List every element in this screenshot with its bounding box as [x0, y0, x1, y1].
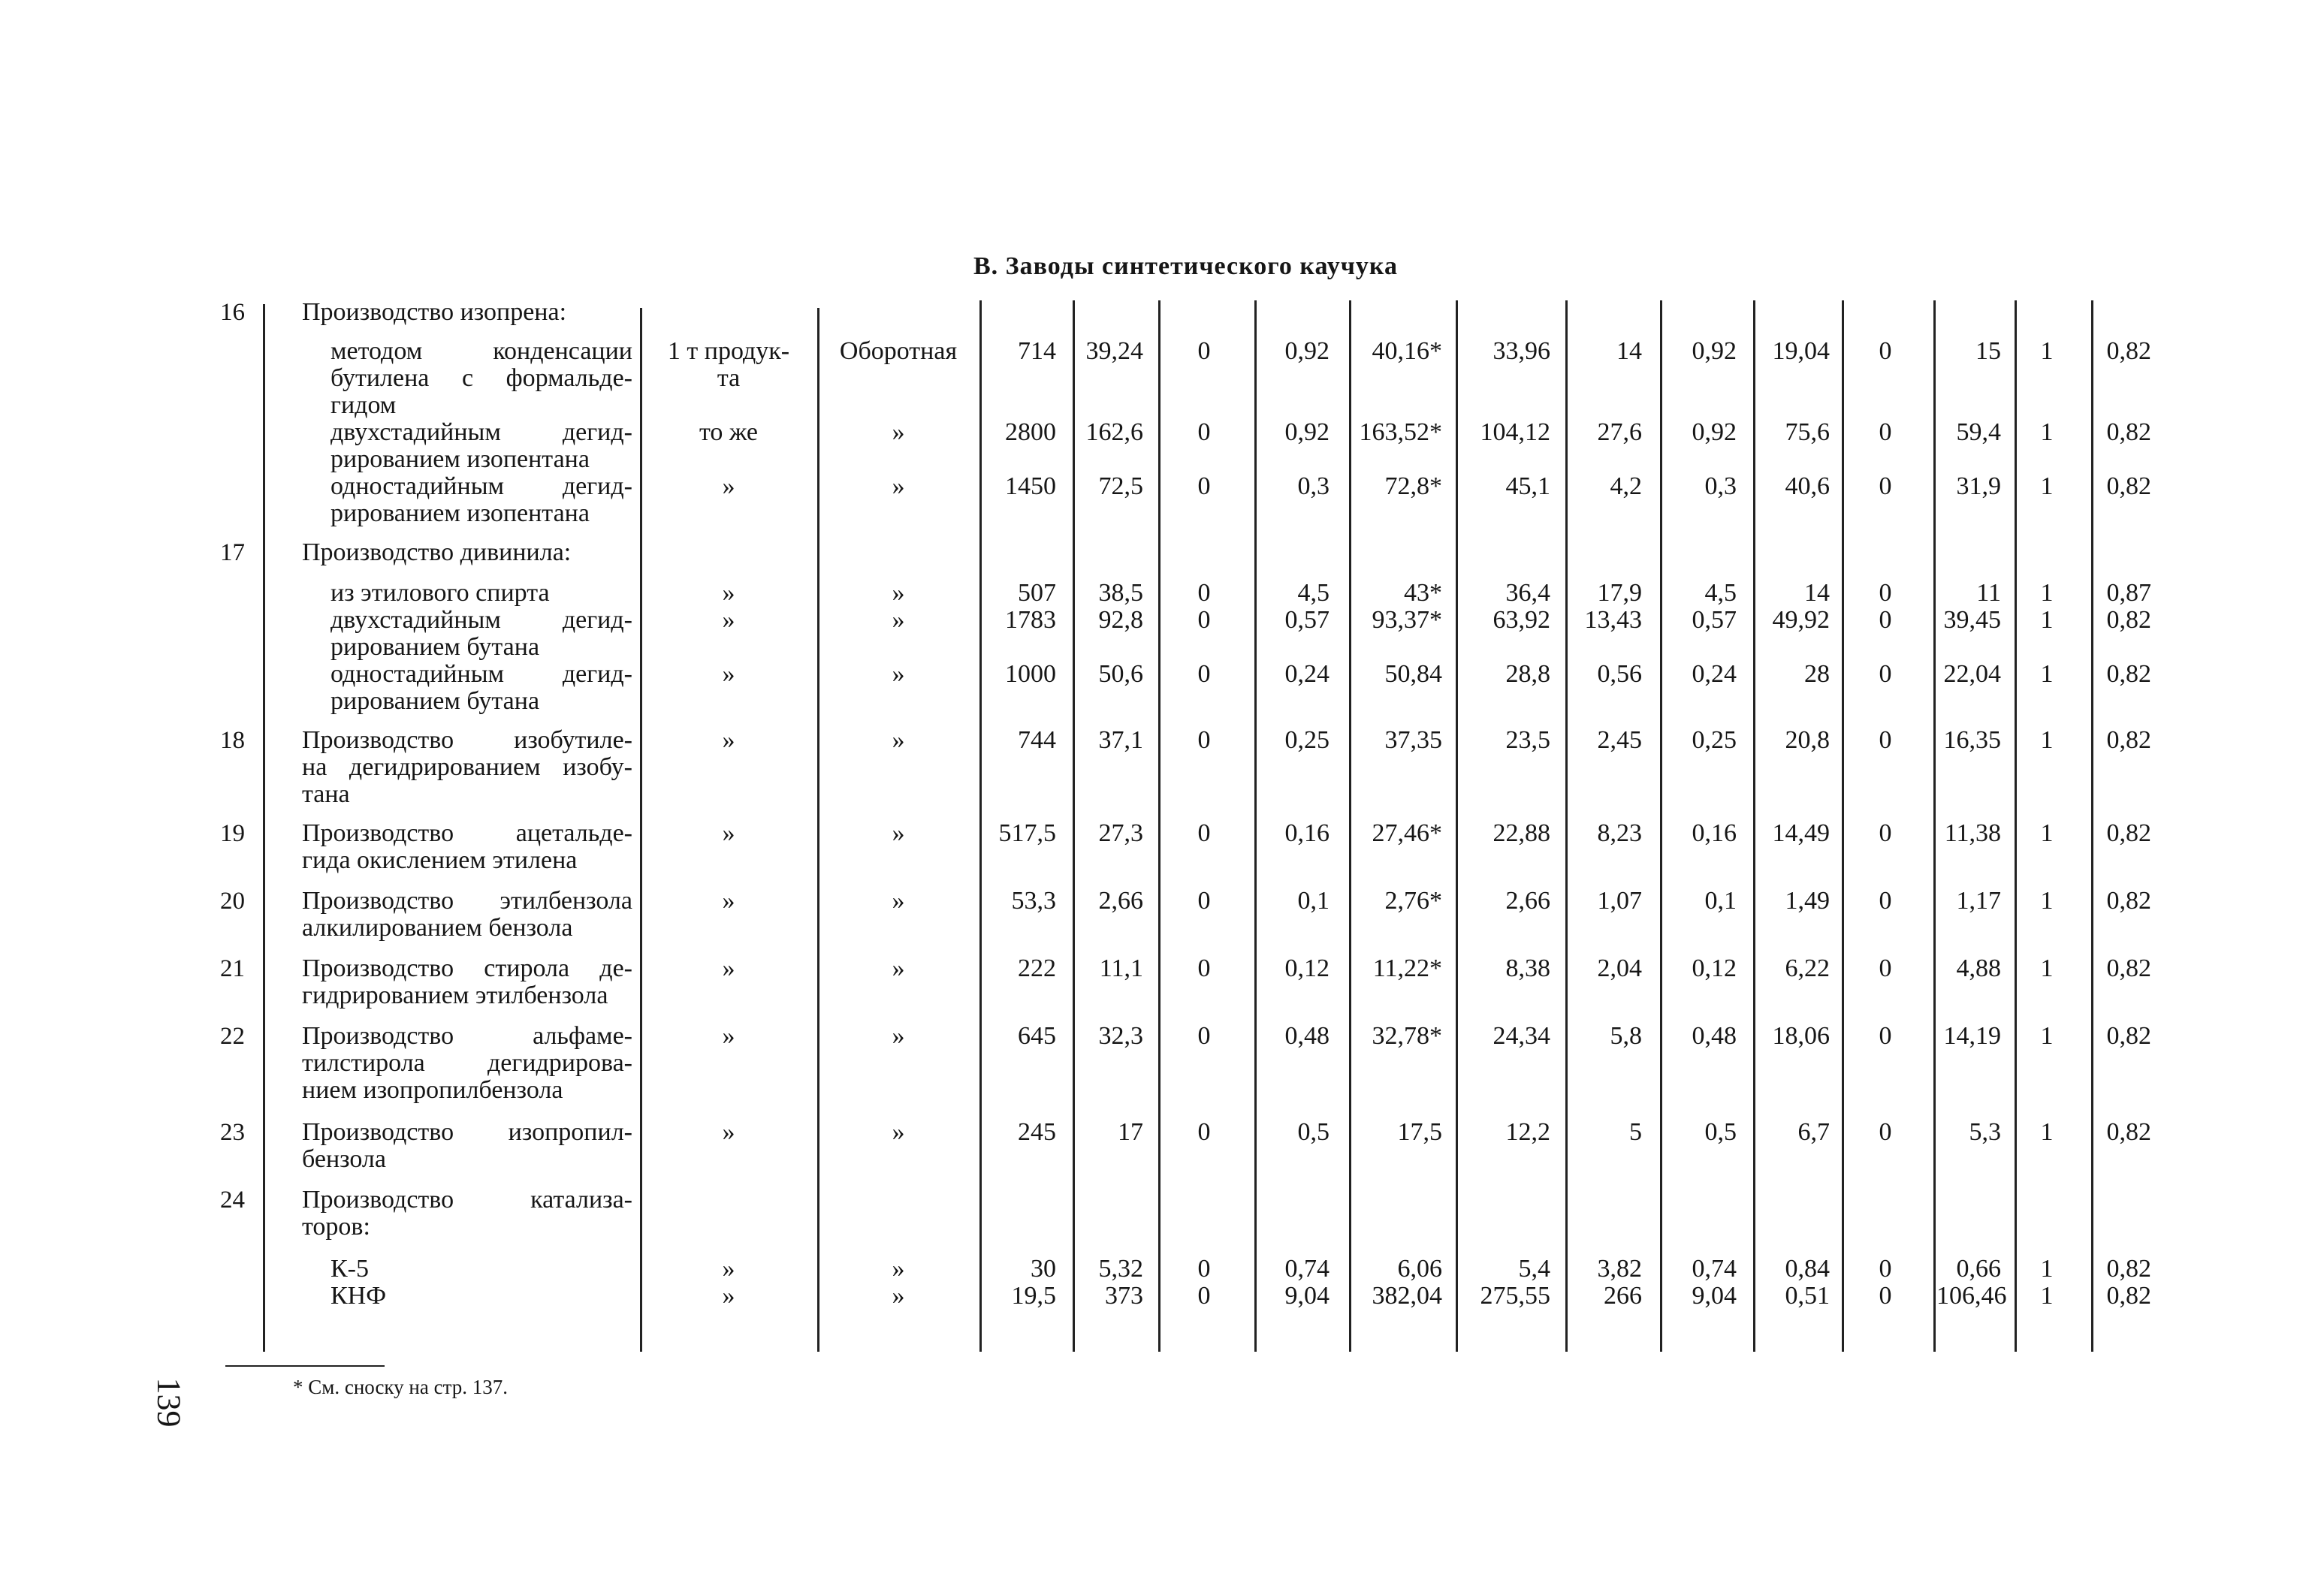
value-cell: 23,5 — [1505, 726, 1550, 754]
water-type-cell: » — [892, 1282, 905, 1310]
value-cell: 1 — [2040, 1282, 2054, 1310]
row-label-line: торов: — [302, 1213, 370, 1241]
value-cell: 4,5 — [1297, 579, 1330, 607]
value-cell: 11,22* — [1372, 954, 1442, 982]
column-rule — [1349, 300, 1351, 1352]
column-rule — [1158, 300, 1160, 1352]
value-cell: 20,8 — [1785, 726, 1830, 754]
row-label-line: Производство изобутиле- — [302, 726, 632, 754]
value-cell: 517,5 — [998, 819, 1056, 847]
unit-cell: » — [722, 579, 735, 607]
value-cell: 37,35 — [1384, 726, 1442, 754]
row-number: 23 — [220, 1119, 245, 1146]
value-cell: 507 — [1018, 579, 1056, 607]
unit-cell: » — [722, 1118, 735, 1146]
row-number: 17 — [220, 539, 245, 566]
row-label-line: гидом — [330, 391, 397, 419]
value-cell: 0,74 — [1284, 1255, 1330, 1283]
value-cell: 32,3 — [1098, 1022, 1143, 1050]
column-rule — [979, 300, 982, 1352]
row-label-line: одностадийным дегид- — [330, 472, 632, 500]
value-cell: 0,3 — [1704, 472, 1737, 500]
row-label-line: Производство изопропил- — [302, 1118, 632, 1146]
row-label-line: Производство ацетальде- — [302, 819, 632, 847]
value-cell: 163,52* — [1359, 418, 1442, 446]
value-cell: 0 — [1197, 954, 1211, 982]
value-cell: 16,35 — [1943, 726, 2001, 754]
value-cell: 8,23 — [1597, 819, 1642, 847]
value-cell: 32,78* — [1372, 1022, 1442, 1050]
value-cell: 0 — [1197, 660, 1211, 688]
value-cell: 0 — [1197, 337, 1211, 365]
value-cell: 0,12 — [1692, 954, 1737, 982]
column-rule — [1565, 300, 1568, 1352]
value-cell: 0,82 — [2106, 606, 2151, 634]
value-cell: 9,04 — [1692, 1282, 1737, 1310]
water-type-cell: » — [892, 726, 905, 754]
value-cell: 0 — [1197, 472, 1211, 500]
value-cell: 1,49 — [1785, 887, 1830, 915]
unit-cell: 1 т продук- — [667, 337, 790, 365]
value-cell: 14 — [1616, 337, 1642, 365]
unit-cell: » — [722, 1255, 735, 1283]
value-cell: 63,92 — [1492, 606, 1550, 634]
value-cell: 22,04 — [1943, 660, 2001, 688]
value-cell: 19,04 — [1772, 337, 1830, 365]
unit-cell: » — [722, 1282, 735, 1310]
value-cell: 0,5 — [1704, 1118, 1737, 1146]
row-label-line: двухстадийным дегид- — [330, 606, 632, 634]
value-cell: 0,1 — [1297, 887, 1330, 915]
value-cell: 1 — [2040, 418, 2054, 446]
value-cell: 28 — [1804, 660, 1830, 688]
value-cell: 0 — [1879, 418, 1892, 446]
column-rule — [1933, 300, 1936, 1352]
column-rule — [1660, 300, 1662, 1352]
value-cell: 0,12 — [1284, 954, 1330, 982]
value-cell: 43* — [1404, 579, 1442, 607]
value-cell: 2,76* — [1384, 887, 1442, 915]
value-cell: 5,4 — [1518, 1255, 1550, 1283]
row-label-line: гида окислением этилена — [302, 846, 578, 874]
row-label-line: двухстадийным дегид- — [330, 418, 632, 446]
row-label-line: Производство изопрена: — [302, 298, 567, 326]
value-cell: 1 — [2040, 887, 2054, 915]
value-cell: 0,74 — [1692, 1255, 1737, 1283]
value-cell: 30 — [1031, 1255, 1056, 1283]
value-cell: 5,3 — [1969, 1118, 2001, 1146]
value-cell: 0,25 — [1692, 726, 1737, 754]
value-cell: 2,45 — [1597, 726, 1642, 754]
value-cell: 373 — [1105, 1282, 1143, 1310]
row-label-line: рированием изопентана — [330, 499, 590, 527]
unit-cell: та — [717, 364, 741, 392]
column-rule — [2015, 300, 2017, 1352]
value-cell: 53,3 — [1011, 887, 1056, 915]
value-cell: 14,19 — [1943, 1022, 2001, 1050]
value-cell: 0,66 — [1956, 1255, 2001, 1283]
column-rule — [1254, 300, 1257, 1352]
row-label-line: Производство катализа- — [302, 1186, 632, 1214]
value-cell: 11 — [1976, 579, 2001, 607]
value-cell: 27,6 — [1597, 418, 1642, 446]
value-cell: 0,56 — [1597, 660, 1642, 688]
unit-cell: то же — [699, 418, 759, 446]
value-cell: 5,8 — [1610, 1022, 1642, 1050]
unit-cell: » — [722, 819, 735, 847]
value-cell: 75,6 — [1785, 418, 1830, 446]
value-cell: 0,92 — [1692, 337, 1737, 365]
value-cell: 0,48 — [1284, 1022, 1330, 1050]
row-number: 21 — [220, 955, 245, 982]
value-cell: 72,5 — [1098, 472, 1143, 500]
value-cell: 1 — [2040, 660, 2054, 688]
value-cell: 0,24 — [1284, 660, 1330, 688]
row-label-line: рированием изопентана — [330, 445, 590, 473]
value-cell: 6,06 — [1397, 1255, 1442, 1283]
water-type-cell: » — [892, 418, 905, 446]
column-rule — [1456, 300, 1458, 1352]
value-cell: 266 — [1604, 1282, 1642, 1310]
value-cell: 714 — [1018, 337, 1056, 365]
row-label-line: бензола — [302, 1145, 386, 1173]
water-type-cell: » — [892, 1022, 905, 1050]
footnote: * См. сноску на стр. 137. — [293, 1376, 508, 1398]
unit-cell: » — [722, 887, 735, 915]
value-cell: 19,5 — [1011, 1282, 1056, 1310]
value-cell: 0 — [1879, 472, 1892, 500]
value-cell: 28,8 — [1505, 660, 1550, 688]
value-cell: 0,48 — [1692, 1022, 1737, 1050]
value-cell: 72,8* — [1384, 472, 1442, 500]
column-rule — [640, 308, 642, 1352]
row-label-line: методом конденсации — [330, 337, 632, 365]
value-cell: 1783 — [1005, 606, 1056, 634]
value-cell: 0 — [1197, 1282, 1211, 1310]
value-cell: 0 — [1879, 1118, 1892, 1146]
column-rule — [1073, 300, 1075, 1352]
column-rule — [1842, 300, 1844, 1352]
row-label-line: Производство этилбензола — [302, 887, 632, 915]
value-cell: 0 — [1879, 726, 1892, 754]
column-rule — [817, 308, 819, 1352]
row-label-line: КНФ — [330, 1282, 387, 1310]
value-cell: 0,82 — [2106, 1118, 2151, 1146]
value-cell: 0,82 — [2106, 1022, 2151, 1050]
value-cell: 50,84 — [1384, 660, 1442, 688]
value-cell: 17,5 — [1397, 1118, 1442, 1146]
value-cell: 1 — [2040, 1022, 2054, 1050]
row-label-line: рированием бутана — [330, 633, 540, 661]
row-label-line: Производство дивинила: — [302, 538, 572, 566]
row-label-line: Производство стирола де- — [302, 954, 632, 982]
row-label-line: тана — [302, 780, 350, 808]
value-cell: 33,96 — [1492, 337, 1550, 365]
water-type-cell: » — [892, 1255, 905, 1283]
value-cell: 12,2 — [1505, 1118, 1550, 1146]
value-cell: 0,1 — [1704, 887, 1737, 915]
value-cell: 1 — [2040, 726, 2054, 754]
value-cell: 1 — [2040, 472, 2054, 500]
value-cell: 1,17 — [1956, 887, 2001, 915]
value-cell: 0,82 — [2106, 1282, 2151, 1310]
row-number: 16 — [220, 299, 245, 326]
value-cell: 39,24 — [1085, 337, 1143, 365]
value-cell: 104,12 — [1480, 418, 1550, 446]
value-cell: 0,92 — [1284, 418, 1330, 446]
row-label-line: К-5 — [330, 1255, 369, 1283]
water-type-cell: » — [892, 819, 905, 847]
value-cell: 382,04 — [1372, 1282, 1442, 1310]
value-cell: 0,82 — [2106, 1255, 2151, 1283]
value-cell: 2,66 — [1098, 887, 1143, 915]
row-label-line: алкилированием бензола — [302, 914, 573, 942]
value-cell: 59,4 — [1956, 418, 2001, 446]
water-type-cell: » — [892, 887, 905, 915]
value-cell: 22,88 — [1492, 819, 1550, 847]
value-cell: 1 — [2040, 1255, 2054, 1283]
value-cell: 4,88 — [1956, 954, 2001, 982]
row-label-line: рированием бутана — [330, 687, 540, 715]
value-cell: 0,82 — [2106, 337, 2151, 365]
value-cell: 1 — [2040, 337, 2054, 365]
value-cell: 5 — [1629, 1118, 1642, 1146]
value-cell: 0 — [1879, 1255, 1892, 1283]
value-cell: 27,3 — [1098, 819, 1143, 847]
value-cell: 0 — [1879, 954, 1892, 982]
value-cell: 38,5 — [1098, 579, 1143, 607]
section-heading: В. Заводы синтетического каучука — [973, 252, 1398, 280]
water-type-cell: » — [892, 579, 905, 607]
value-cell: 0 — [1879, 660, 1892, 688]
unit-cell: » — [722, 472, 735, 500]
value-cell: 0,82 — [2106, 726, 2151, 754]
value-cell: 0 — [1879, 606, 1892, 634]
value-cell: 0 — [1197, 887, 1211, 915]
water-type-cell: » — [892, 606, 905, 634]
value-cell: 0 — [1879, 887, 1892, 915]
value-cell: 1450 — [1005, 472, 1056, 500]
value-cell: 0,5 — [1297, 1118, 1330, 1146]
row-label-line: одностадийным дегид- — [330, 660, 632, 688]
value-cell: 0 — [1197, 606, 1211, 634]
row-number: 19 — [220, 820, 245, 847]
value-cell: 2800 — [1005, 418, 1056, 446]
value-cell: 0,92 — [1284, 337, 1330, 365]
value-cell: 6,22 — [1785, 954, 1830, 982]
value-cell: 14 — [1804, 579, 1830, 607]
value-cell: 27,46* — [1372, 819, 1442, 847]
value-cell: 0 — [1879, 579, 1892, 607]
value-cell: 17,9 — [1597, 579, 1642, 607]
value-cell: 0,57 — [1284, 606, 1330, 634]
unit-cell: » — [722, 954, 735, 982]
value-cell: 0,82 — [2106, 819, 2151, 847]
value-cell: 93,37* — [1372, 606, 1442, 634]
value-cell: 0,82 — [2106, 660, 2151, 688]
value-cell: 0,82 — [2106, 954, 2151, 982]
value-cell: 0 — [1879, 337, 1892, 365]
value-cell: 0,84 — [1785, 1255, 1830, 1283]
footnote-rule — [225, 1365, 385, 1367]
value-cell: 0 — [1879, 1282, 1892, 1310]
value-cell: 0,87 — [2106, 579, 2151, 607]
value-cell: 3,82 — [1597, 1255, 1642, 1283]
value-cell: 1 — [2040, 954, 2054, 982]
value-cell: 1 — [2040, 606, 2054, 634]
value-cell: 11,38 — [1944, 819, 2001, 847]
value-cell: 0,51 — [1785, 1282, 1830, 1310]
value-cell: 9,04 — [1284, 1282, 1330, 1310]
value-cell: 275,55 — [1480, 1282, 1550, 1310]
value-cell: 1 — [2040, 819, 2054, 847]
value-cell: 4,2 — [1610, 472, 1642, 500]
row-label-line: гидрированием этилбензола — [302, 981, 608, 1009]
value-cell: 106,46 — [1936, 1282, 2007, 1310]
value-cell: 2,66 — [1505, 887, 1550, 915]
value-cell: 39,45 — [1943, 606, 2001, 634]
value-cell: 0 — [1197, 579, 1211, 607]
column-rule — [263, 304, 265, 1352]
unit-cell: » — [722, 1022, 735, 1050]
value-cell: 0 — [1197, 1118, 1211, 1146]
value-cell: 0,57 — [1692, 606, 1737, 634]
row-label-line: на дегидрированием изобу- — [302, 753, 632, 781]
value-cell: 15 — [1975, 337, 2001, 365]
row-label-line: Производство альфаме- — [302, 1022, 632, 1050]
value-cell: 31,9 — [1956, 472, 2001, 500]
value-cell: 744 — [1018, 726, 1056, 754]
value-cell: 222 — [1018, 954, 1056, 982]
value-cell: 0,82 — [2106, 887, 2151, 915]
value-cell: 0,82 — [2106, 472, 2151, 500]
value-cell: 1,07 — [1597, 887, 1642, 915]
value-cell: 36,4 — [1505, 579, 1550, 607]
row-label-line: тилстирола дегидрирова- — [302, 1049, 632, 1077]
water-type-cell: » — [892, 1118, 905, 1146]
row-number: 18 — [220, 727, 245, 754]
value-cell: 0,16 — [1692, 819, 1737, 847]
value-cell: 0 — [1197, 1255, 1211, 1283]
value-cell: 24,34 — [1492, 1022, 1550, 1050]
value-cell: 45,1 — [1505, 472, 1550, 500]
row-number: 22 — [220, 1023, 245, 1050]
water-type-cell: Оборотная — [839, 337, 958, 365]
page-number: 139 — [150, 1377, 188, 1428]
value-cell: 37,1 — [1098, 726, 1143, 754]
value-cell: 0,92 — [1692, 418, 1737, 446]
row-label-line: бутилена с формальде- — [330, 364, 632, 392]
value-cell: 92,8 — [1098, 606, 1143, 634]
value-cell: 645 — [1018, 1022, 1056, 1050]
value-cell: 50,6 — [1098, 660, 1143, 688]
value-cell: 2,04 — [1597, 954, 1642, 982]
unit-cell: » — [722, 606, 735, 634]
value-cell: 14,49 — [1772, 819, 1830, 847]
value-cell: 1000 — [1005, 660, 1056, 688]
row-number: 20 — [220, 888, 245, 915]
value-cell: 17 — [1118, 1118, 1143, 1146]
value-cell: 40,6 — [1785, 472, 1830, 500]
unit-cell: » — [722, 726, 735, 754]
value-cell: 0,25 — [1284, 726, 1330, 754]
column-rule — [2091, 300, 2093, 1352]
value-cell: 162,6 — [1085, 418, 1143, 446]
value-cell: 0 — [1879, 1022, 1892, 1050]
water-type-cell: » — [892, 954, 905, 982]
value-cell: 0 — [1879, 819, 1892, 847]
unit-cell: » — [722, 660, 735, 688]
row-number: 24 — [220, 1187, 245, 1214]
value-cell: 4,5 — [1704, 579, 1737, 607]
value-cell: 0,3 — [1297, 472, 1330, 500]
value-cell: 0,82 — [2106, 418, 2151, 446]
value-cell: 49,92 — [1772, 606, 1830, 634]
column-rule — [1753, 300, 1755, 1352]
value-cell: 1 — [2040, 1118, 2054, 1146]
value-cell: 0 — [1197, 726, 1211, 754]
water-type-cell: » — [892, 472, 905, 500]
value-cell: 0,16 — [1284, 819, 1330, 847]
value-cell: 8,38 — [1505, 954, 1550, 982]
value-cell: 6,7 — [1797, 1118, 1830, 1146]
value-cell: 13,43 — [1584, 606, 1642, 634]
value-cell: 18,06 — [1772, 1022, 1830, 1050]
value-cell: 0 — [1197, 1022, 1211, 1050]
value-cell: 40,16* — [1372, 337, 1442, 365]
value-cell: 0 — [1197, 819, 1211, 847]
row-label-line: из этилового спирта — [330, 579, 550, 607]
row-label-line: нием изопропилбензола — [302, 1076, 563, 1104]
water-type-cell: » — [892, 660, 905, 688]
value-cell: 245 — [1018, 1118, 1056, 1146]
value-cell: 5,32 — [1098, 1255, 1143, 1283]
value-cell: 1 — [2040, 579, 2054, 607]
value-cell: 0,24 — [1692, 660, 1737, 688]
value-cell: 11,1 — [1099, 954, 1143, 982]
value-cell: 0 — [1197, 418, 1211, 446]
